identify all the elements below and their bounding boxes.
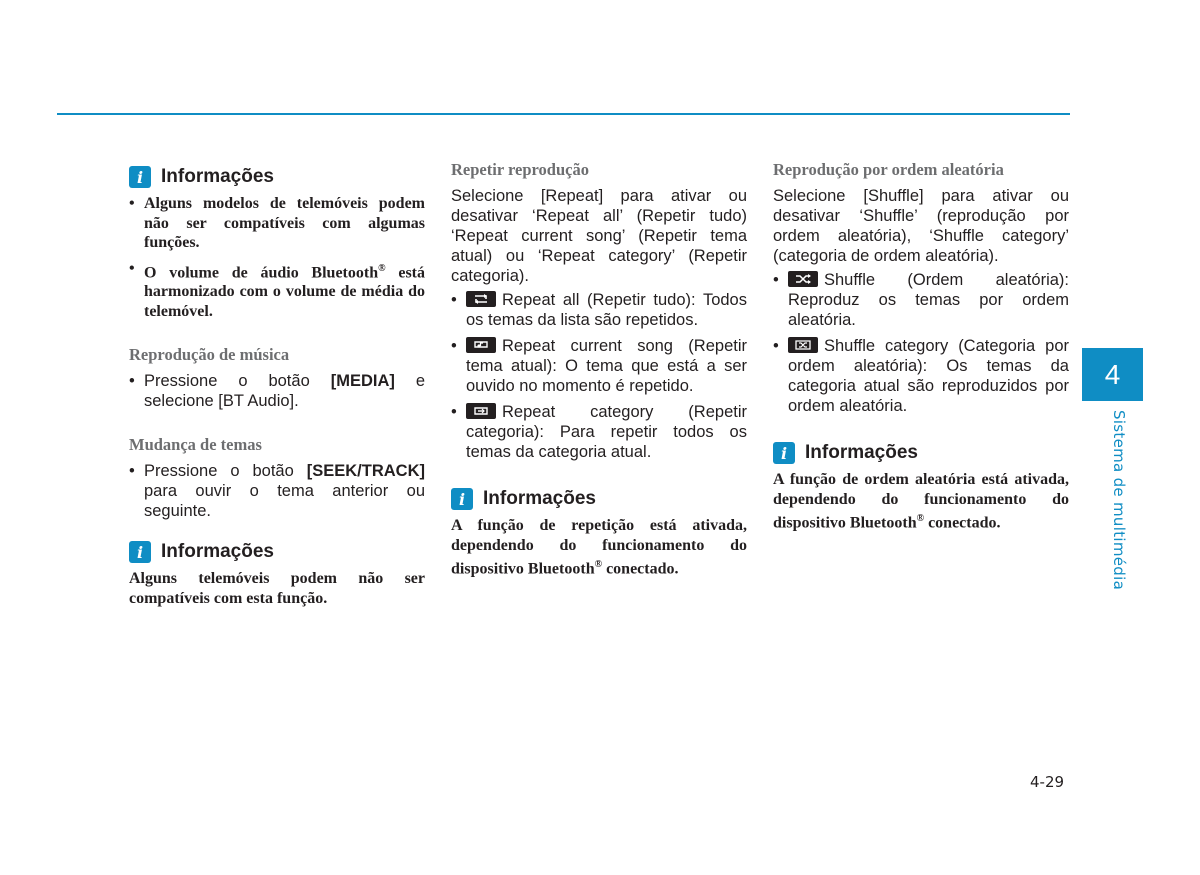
repeat-current-song-icon <box>466 337 496 353</box>
repeat-option <box>451 336 747 396</box>
info-bullet <box>129 259 425 322</box>
shuffle-option-text: Shuffle category (Categoria por ordem aleatória): Os temas da categoria atual são reproduzidos por ordem aleatória. <box>788 337 1069 415</box>
info-title: Informações <box>805 442 918 463</box>
step-text: para ouvir o tema anterior ou seguinte. <box>144 482 425 521</box>
repeat-category-icon <box>466 403 496 419</box>
info-icon: i <box>773 442 795 464</box>
info-bullet-text: O volume de áudio Bluetooth <box>144 263 379 281</box>
step-text: e selecione [BT Audio]. <box>144 372 426 411</box>
column-3 <box>773 160 1069 533</box>
section-heading-repeat: Repetir reprodução <box>451 160 589 179</box>
seek-track-button-label: [SEEK/TRACK] <box>306 462 425 481</box>
info-title: Informações <box>161 166 274 187</box>
info-heading-2 <box>129 541 425 563</box>
registered-mark: ® <box>378 262 386 274</box>
repeat-option-text: Repeat all (Repetir tudo): Todos os temas da lista são repetidos. <box>466 291 747 329</box>
shuffle-intro: Selecione [Shuffle] para ativar ou desativar ‘Shuffle’ (reprodução por ordem aleatória), ‘Shuffle category’ (categoria de ordem aleatória). <box>773 187 1069 265</box>
registered-mark: ® <box>594 559 603 570</box>
repeat-options-list <box>451 290 747 462</box>
info-heading-shuffle <box>773 442 1069 464</box>
media-button-label: [MEDIA] <box>330 372 395 391</box>
info-text <box>773 470 1069 533</box>
shuffle-options-list <box>773 270 1069 416</box>
shuffle-icon <box>788 271 818 287</box>
shuffle-option <box>773 270 1069 330</box>
info-icon: i <box>129 541 151 563</box>
shuffle-option <box>773 336 1069 416</box>
registered-mark: ® <box>916 513 925 524</box>
section-heading-shuffle: Reprodução por ordem aleatória <box>773 160 1004 179</box>
repeat-option-text: Repeat current song (Repetir tema atual): O tema que está a ser ouvido no momento é repetido. <box>466 337 747 395</box>
track-step <box>129 461 425 521</box>
info-title: Informações <box>483 488 596 509</box>
column-1 <box>129 160 425 608</box>
column-2 <box>451 160 747 579</box>
info-heading-repeat <box>451 488 747 510</box>
info-title: Informações <box>161 541 274 563</box>
info-bullet-list <box>129 194 425 321</box>
section-heading-music: Reprodução de música <box>129 345 290 365</box>
shuffle-category-icon <box>788 337 818 353</box>
step-text: Pressione o botão <box>144 462 307 481</box>
music-step <box>129 371 425 411</box>
chapter-label: Sistema de multimédia <box>1110 410 1128 591</box>
info-text-part: A função de ordem aleatória está ativada, dependendo do funcionamento do dispositivo Bluetooth <box>773 471 1069 532</box>
section-heading-track: Mudança de temas <box>129 435 262 455</box>
repeat-option <box>451 290 747 330</box>
repeat-option <box>451 402 747 462</box>
info-text-part: A função de repetição está ativada, dependendo do funcionamento do dispositivo Bluetooth <box>451 517 747 578</box>
info-heading-1 <box>129 166 425 188</box>
page-number: 4-29 <box>1030 773 1065 791</box>
repeat-option-text: Repeat category (Repetir categoria): Para repetir todos os temas da categoria atual. <box>466 403 747 461</box>
music-list <box>129 371 425 411</box>
shuffle-option-text: Shuffle (Ordem aleatória): Reproduz os temas por ordem aleatória. <box>788 271 1069 329</box>
info-text-part: conectado. <box>924 514 1001 532</box>
top-rule <box>57 113 1070 115</box>
info-icon: i <box>451 488 473 510</box>
info-bullet: • Alguns modelos de telemóveis podem não ser compatíveis com algumas funções. <box>129 194 425 253</box>
info-text: Alguns telemóveis podem não ser compatíveis com esta função. <box>129 570 425 607</box>
track-list <box>129 461 425 521</box>
repeat-all-icon <box>466 291 496 307</box>
info-icon: i <box>129 166 151 188</box>
info-bullet-text: está harmonizado com o volume de média do telemóvel. <box>144 263 425 320</box>
step-text: Pressione o botão <box>144 372 331 391</box>
info-text <box>451 516 747 579</box>
chapter-tab: 4 <box>1082 348 1143 401</box>
repeat-intro: Selecione [Repeat] para ativar ou desativar ‘Repeat all’ (Repetir tudo) ‘Repeat current song’ (Repetir tema atual) ou ‘Repeat category’ (Repetir categoria). <box>451 187 747 285</box>
info-text-part: conectado. <box>602 560 679 578</box>
